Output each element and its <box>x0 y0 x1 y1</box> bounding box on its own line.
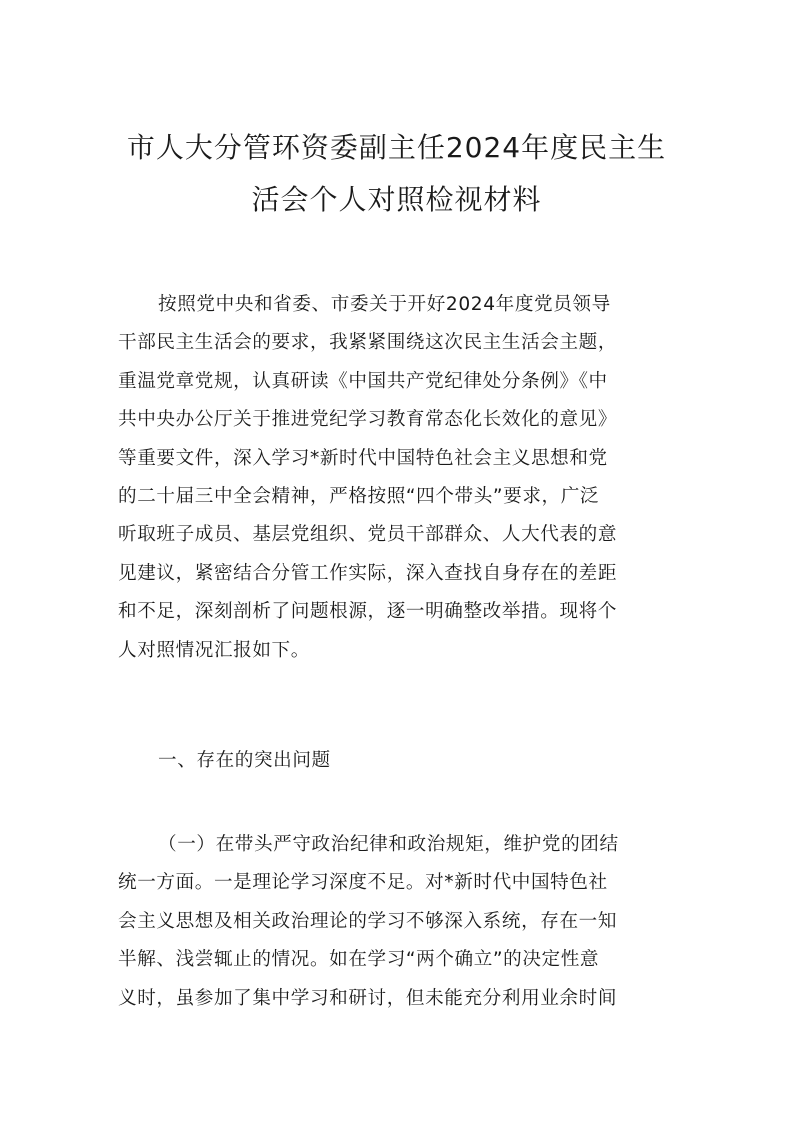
paragraph-line: 和不足，深刻剖析了问题根源，逐一明确整改举措。现将个 <box>118 601 618 623</box>
paragraph-line: 半解、浅尝辄止的情况。如在学习“两个确立”的决定性意 <box>118 949 600 971</box>
paragraph-line: 统一方面。一是理论学习深度不足。对*新时代中国特色社 <box>118 872 608 894</box>
document-title <box>110 122 683 226</box>
paragraph-line: 干部民主生活会的要求，我紧紧围绕这次民主生活会主题， <box>118 332 618 354</box>
paragraph-line: 人对照情况汇报如下。 <box>118 639 310 661</box>
paragraph-line: 重温党章党规，认真研读《中国共产党纪律处分条例》《中 <box>118 370 608 392</box>
paragraph-line: 义时，虽参加了集中学习和研讨，但未能充分利用业余时间 <box>118 987 618 1009</box>
problems-paragraph <box>118 826 678 1018</box>
intro-paragraph <box>118 286 678 670</box>
title-line-1: 市人大分管环资委副主任2024年度民主生 <box>126 131 667 164</box>
paragraph-line: 的二十届三中全会精神，严格按照“四个带头”要求，广泛 <box>118 486 600 508</box>
paragraph-line: 等重要文件，深入学习*新时代中国特色社会主义思想和党 <box>118 447 608 469</box>
paragraph-line: 共中央办公厅关于推进党纪学习教育常态化长效化的意见》 <box>118 409 618 431</box>
paragraph-line: 按照党中央和省委、市委关于开好2024年度党员领导 <box>158 294 611 315</box>
paragraph-line: （一）在带头严守政治纪律和政治规矩，维护党的团结 <box>158 834 619 855</box>
title-line-2: 活会个人对照检视材料 <box>251 183 542 216</box>
section-heading-text: 一、存在的突出问题 <box>158 750 331 771</box>
paragraph-line: 见建议，紧密结合分管工作实际，深入查找自身存在的差距 <box>118 562 618 584</box>
section-heading <box>118 742 678 780</box>
paragraph-line: 会主义思想及相关政治理论的学习不够深入系统，存在一知 <box>118 910 618 932</box>
paragraph-line: 听取班子成员、基层党组织、党员干部群众、人大代表的意 <box>118 524 618 546</box>
